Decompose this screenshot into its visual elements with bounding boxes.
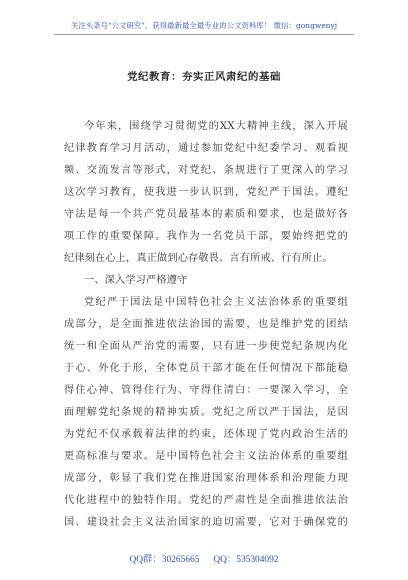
body-line: 代化进程中的独特作用。党纪的严肃性是全面推进依法治 xyxy=(64,495,348,506)
header-note: 关注头条号"公文研究"，获得最新最全最专业的公文资料库！ 微信：gongwenyj xyxy=(70,21,338,30)
section-heading: 一、深入学习严格遵守 xyxy=(84,275,188,286)
body-line: 党纪严于国法是中国特色社会主义法治体系的重要组 xyxy=(84,297,348,308)
body-line: 为党纪不仅承载着法律的约束，还体现了党内政治生活的 xyxy=(64,429,348,440)
footer-qq-number: 535304092 xyxy=(236,555,279,565)
body-line: 这次学习教育，使我进一步认识到，党纪严于国法。遵纪 xyxy=(64,187,348,198)
body-line: 得住心神、管得住行为、守得住清白：一要深入学习，全 xyxy=(64,385,348,396)
body-line: 成部分，彰显了我们党在推进国家治理体系和治理能力现 xyxy=(64,473,348,484)
document-body xyxy=(64,116,348,534)
footer-qq-label: QQ： xyxy=(213,555,237,565)
footer-qq-group-label: QQ群： xyxy=(129,555,162,565)
body-line: 国、建设社会主义法治国家的迫切需要，它对于确保党的 xyxy=(64,517,348,528)
body-line: 今年来，围绕学习贯彻党的XX大精神主线，深入开展 xyxy=(84,121,348,132)
body-line: 于心、外化于形，全体党员干部才能在任何情况下都能稳 xyxy=(64,363,348,374)
body-line: 纪律教育学习月活动，通过参加党纪中纪委学习、观看视 xyxy=(64,143,348,154)
body-line: 守法是每一个共产党员最基本的素质和要求，也是做好各 xyxy=(64,209,348,220)
header-divider xyxy=(54,34,354,35)
body-line: 纪律刻在心上，真正做到心存敬畏、言有所戒、行有所止。 xyxy=(64,253,333,264)
body-line: 频、交流发言等形式，对党纪、条规进行了更深入的学习 xyxy=(64,165,348,176)
footer-qq-group-number: 30265665 xyxy=(161,555,200,565)
body-line: 项工作的重要保障。我作为一名党员干部，要始终把党的 xyxy=(64,231,348,242)
document-title: 党纪教育：夯实正风肃纪的基础 xyxy=(127,71,281,83)
footer-contact xyxy=(0,551,408,565)
body-line: 统一和全面从严治党的需要，只有进一步使党纪条规内化 xyxy=(64,341,348,352)
body-line: 面理解党纪条规的精神实质。党纪之所以严于国法，是因 xyxy=(64,407,348,418)
body-line: 成部分，是全面推进依法治国的需要，也是维护党的团结 xyxy=(64,319,348,330)
body-line: 更高标准与要求。是中国特色社会主义法治体系的重要组 xyxy=(64,451,348,462)
